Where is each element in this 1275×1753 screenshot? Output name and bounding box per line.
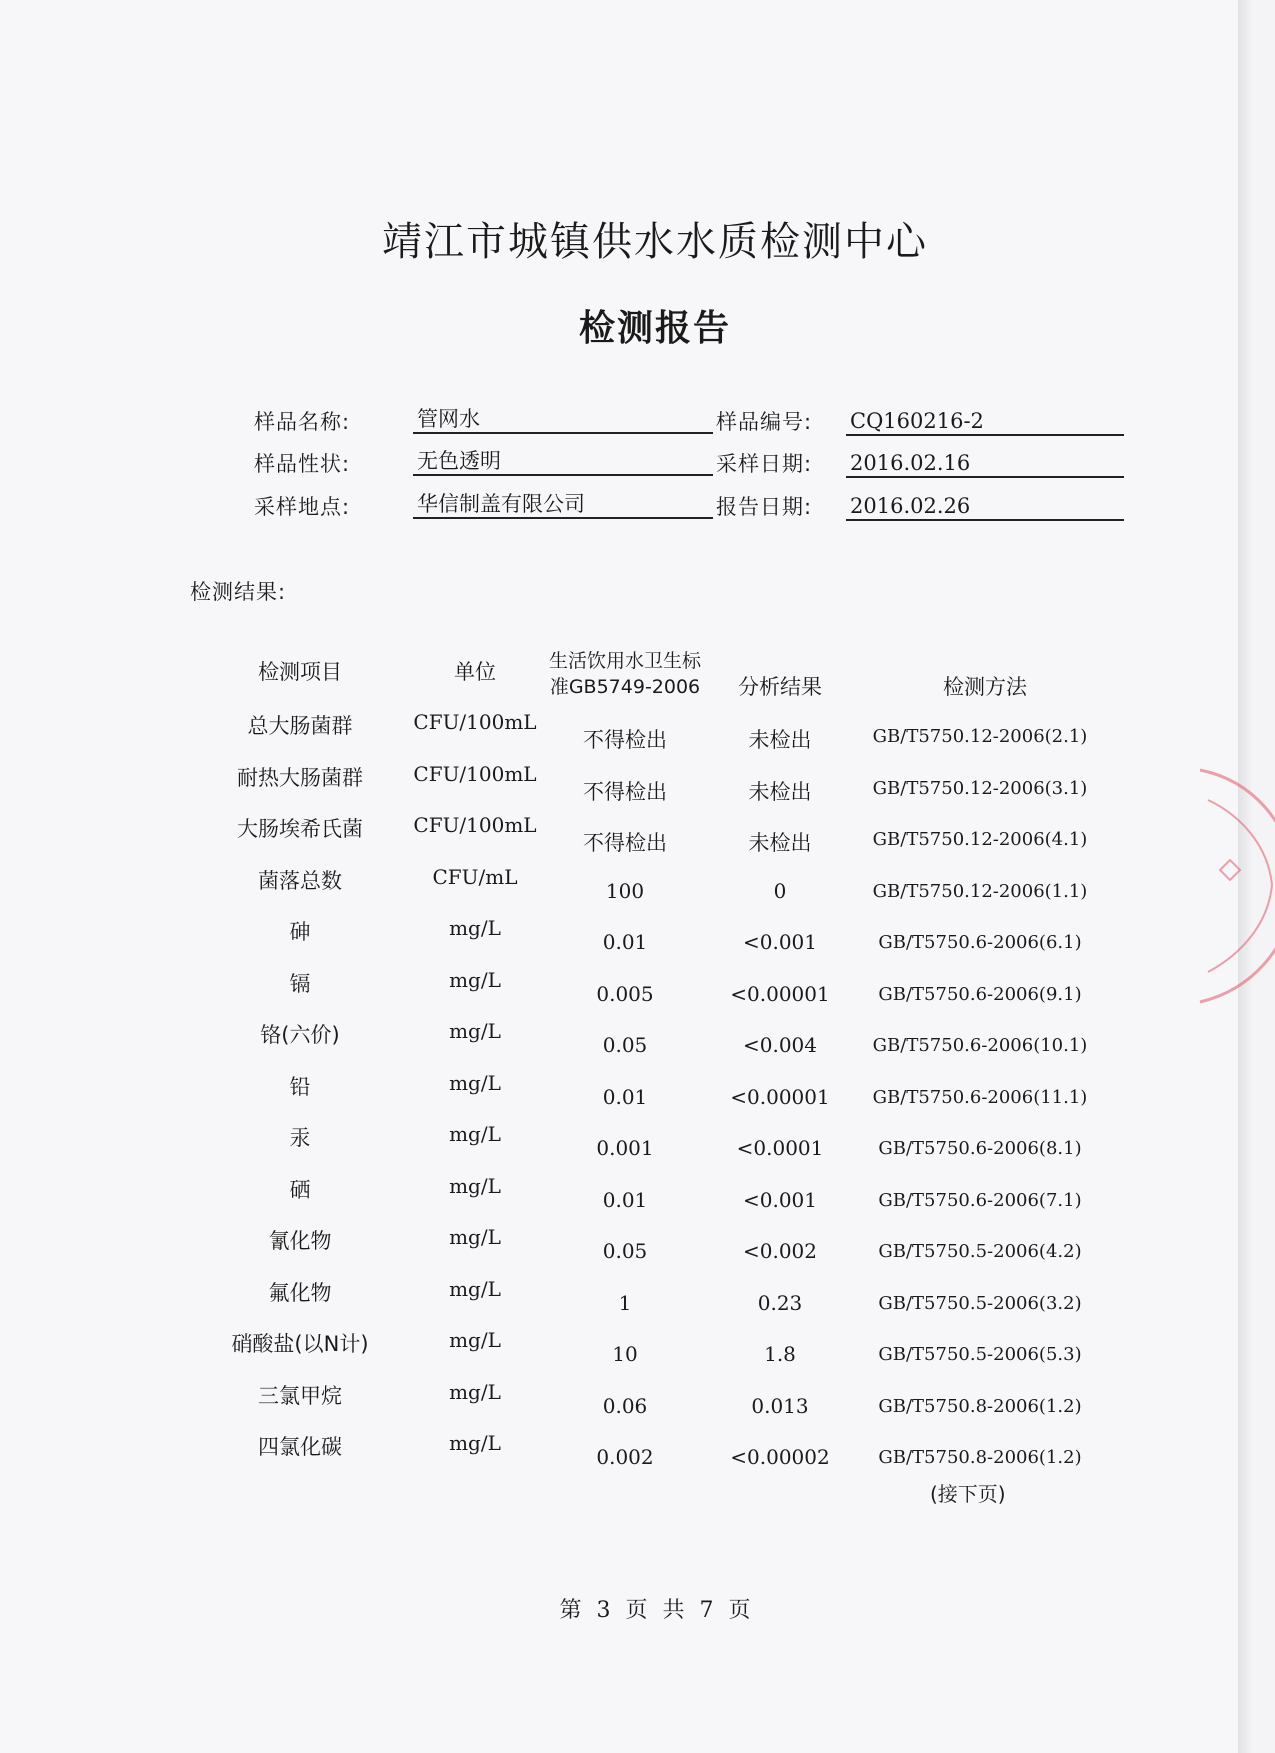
cell-standard: 100 <box>605 878 645 903</box>
header-item: 检测项目 <box>258 660 342 684</box>
cell-item: 硝酸盐(以N计) <box>231 1332 369 1356</box>
sampling-date-label: 采样日期: <box>716 452 813 476</box>
header-standard-line1: 生活饮用水卫生标 <box>548 650 701 672</box>
report-date-value: 2016.02.26 <box>846 491 1124 521</box>
cell-result: <0.00001 <box>730 1084 830 1109</box>
cell-item: 汞 <box>289 1126 311 1150</box>
sample-no-label: 样品编号: <box>716 410 813 434</box>
cell-item: 四氯化碳 <box>258 1435 342 1459</box>
cell-result: <0.0001 <box>736 1136 824 1160</box>
cell-method: GB/T5750.6-2006(10.1) <box>872 1035 1088 1056</box>
cell-item: 氰化物 <box>268 1229 332 1253</box>
cell-unit: CFU/100mL <box>413 710 537 734</box>
cell-method: GB/T5750.8-2006(1.2) <box>878 1395 1082 1417</box>
cell-method: GB/T5750.5-2006(3.2) <box>878 1292 1082 1314</box>
sample-property-value: 无色透明 <box>413 446 713 476</box>
cell-item: 铬(六价) <box>260 1023 340 1047</box>
cell-standard: 不得检出 <box>583 779 667 804</box>
cell-item: 总大肠菌群 <box>247 714 353 738</box>
cell-standard: 0.01 <box>602 930 648 954</box>
cell-method: GB/T5750.12-2006(3.1) <box>872 777 1088 799</box>
cell-result: 0.013 <box>751 1393 809 1418</box>
cell-result: <0.001 <box>742 1187 817 1212</box>
cell-method: GB/T5750.6-2006(11.1) <box>872 1086 1088 1108</box>
cell-unit: mg/L <box>449 1379 501 1404</box>
cell-result: <0.00002 <box>730 1445 830 1469</box>
cell-method: GB/T5750.12-2006(4.1) <box>872 829 1088 850</box>
cell-method: GB/T5750.8-2006(1.2) <box>878 1447 1082 1468</box>
cell-unit: mg/L <box>449 1328 501 1352</box>
cell-unit: mg/L <box>449 1173 501 1198</box>
cell-unit: mg/L <box>449 1431 501 1455</box>
cell-standard: 0.06 <box>602 1393 648 1418</box>
cell-unit: CFU/100mL <box>413 813 537 837</box>
cell-method: GB/T5750.12-2006(2.1) <box>872 726 1088 747</box>
cell-result: 0.23 <box>757 1290 803 1315</box>
cell-standard: 10 <box>612 1342 638 1366</box>
cell-result: 未检出 <box>748 728 812 752</box>
sample-no-value: CQ160216-2 <box>846 406 1124 436</box>
cell-item: 铅 <box>289 1074 311 1099</box>
cell-item: 镉 <box>289 971 311 996</box>
cell-standard: 0.01 <box>602 1084 648 1109</box>
cell-standard: 0.05 <box>602 1033 648 1057</box>
cell-item: 氟化物 <box>268 1280 332 1305</box>
cell-standard: 0.002 <box>596 1445 654 1469</box>
cell-unit: mg/L <box>449 1019 501 1043</box>
cell-method: GB/T5750.12-2006(1.1) <box>872 880 1088 902</box>
cell-item: 耐热大肠菌群 <box>237 765 363 790</box>
sampling-date-value: 2016.02.16 <box>846 448 1124 478</box>
cell-result: 未检出 <box>748 831 812 855</box>
cell-method: GB/T5750.6-2006(6.1) <box>878 932 1082 953</box>
cell-result: <0.002 <box>742 1239 817 1263</box>
cell-item: 砷 <box>289 920 311 944</box>
cell-unit: mg/L <box>449 1276 501 1301</box>
sampling-location-label: 采样地点: <box>254 495 351 519</box>
header-method: 检测方法 <box>943 675 1027 699</box>
header-unit: 单位 <box>454 660 496 684</box>
cell-method: GB/T5750.5-2006(5.3) <box>878 1344 1082 1365</box>
organization-name: 靖江市城镇供水水质检测中心 <box>382 219 928 265</box>
cell-result: 1.8 <box>764 1342 796 1366</box>
cell-result: <0.004 <box>742 1033 817 1057</box>
cell-unit: CFU/mL <box>432 864 518 889</box>
cell-method: GB/T5750.6-2006(9.1) <box>878 983 1082 1005</box>
sampling-location-value: 华信制盖有限公司 <box>413 489 713 519</box>
report-date-label: 报告日期: <box>716 495 813 519</box>
cell-unit: mg/L <box>449 916 501 940</box>
sample-name-value: 管网水 <box>413 404 713 434</box>
cell-unit: mg/L <box>449 1122 501 1146</box>
cell-result: 0 <box>773 878 787 903</box>
sample-property-label: 样品性状: <box>254 452 351 476</box>
cell-result: <0.00001 <box>730 981 830 1006</box>
continued-note: (接下页) <box>930 1482 1006 1506</box>
cell-item: 硒 <box>289 1177 311 1202</box>
cell-unit: mg/L <box>449 967 501 992</box>
cell-standard: 1 <box>618 1290 632 1315</box>
header-standard-line2: 准GB5749-2006 <box>549 676 701 698</box>
cell-method: GB/T5750.6-2006(7.1) <box>878 1189 1082 1211</box>
cell-standard: 0.01 <box>602 1187 648 1212</box>
cell-standard: 0.005 <box>596 981 654 1006</box>
cell-item: 三氯甲烷 <box>258 1383 342 1408</box>
cell-standard: 0.001 <box>596 1136 654 1160</box>
sample-name-label: 样品名称: <box>254 410 351 434</box>
page-number: 第 3 页 共 7 页 <box>559 1598 751 1623</box>
header-result: 分析结果 <box>738 675 822 699</box>
cell-item: 大肠埃希氏菌 <box>237 817 363 841</box>
cell-method: GB/T5750.5-2006(4.2) <box>878 1241 1082 1262</box>
cell-method: GB/T5750.6-2006(8.1) <box>878 1138 1082 1159</box>
cell-unit: CFU/100mL <box>413 761 537 786</box>
cell-standard: 不得检出 <box>583 728 667 752</box>
cell-item: 菌落总数 <box>258 868 342 893</box>
cell-standard: 0.05 <box>602 1239 648 1263</box>
cell-result: <0.001 <box>742 930 817 954</box>
cell-unit: mg/L <box>449 1070 501 1095</box>
cell-unit: mg/L <box>449 1225 501 1249</box>
cell-result: 未检出 <box>748 779 812 804</box>
cell-standard: 不得检出 <box>583 831 667 855</box>
report-title: 检测报告 <box>578 308 731 349</box>
results-label: 检测结果: <box>190 580 287 604</box>
